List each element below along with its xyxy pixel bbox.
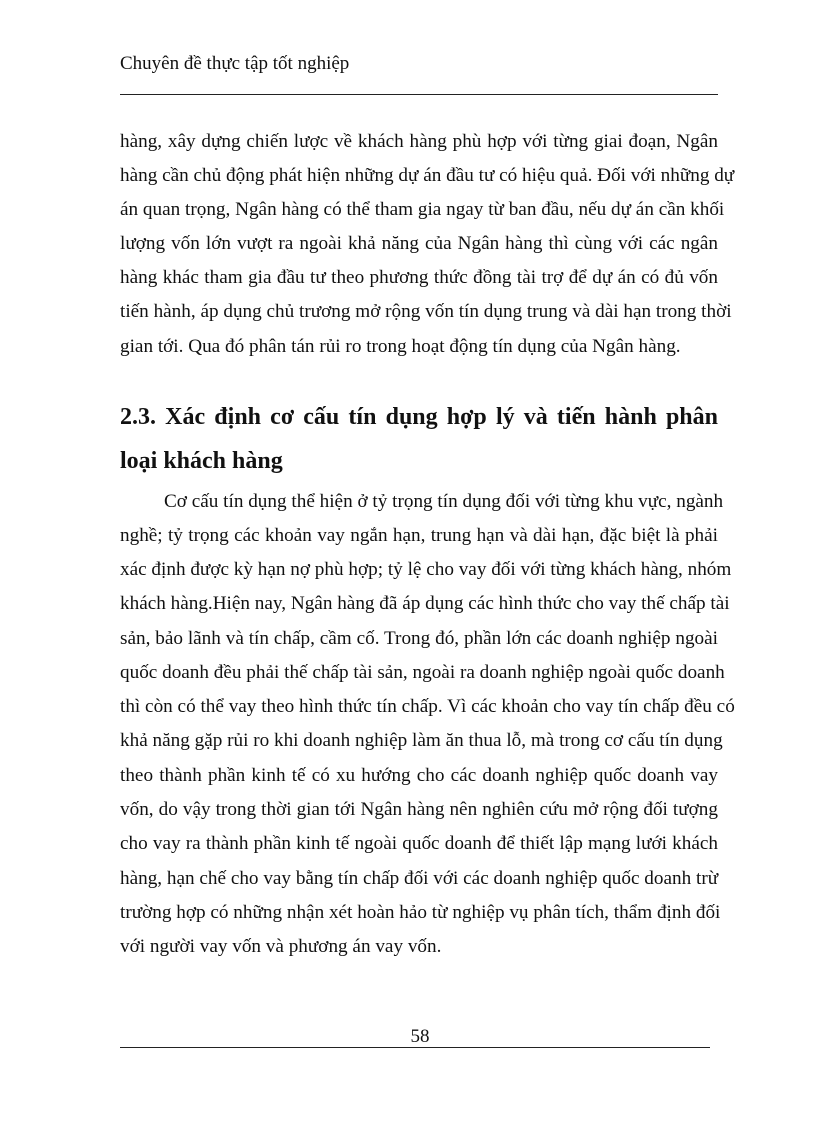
page-header-title: Chuyên đề thực tập tốt nghiệp — [120, 53, 350, 74]
text-line: vốn, do vậy trong thời gian tới Ngân hàng nên nghiên cứu mở rộng đối tượng — [120, 799, 718, 820]
text-line: thì còn có thể vay theo hình thức tín chấp. Vì các khoản cho vay tín chấp đều có — [120, 696, 735, 717]
header-rule — [120, 94, 718, 95]
footer-rule — [120, 1047, 710, 1048]
text-line: theo thành phần kinh tế có xu hướng cho các doanh nghiệp quốc doanh vay — [120, 765, 718, 786]
text-line: quốc doanh đều phải thế chấp tài sản, ngoài ra doanh nghiệp ngoài quốc doanh — [120, 662, 725, 683]
text-line: gian tới. Qua đó phân tán rủi ro trong hoạt động tín dụng của Ngân hàng. — [120, 336, 681, 357]
text-line: Cơ cấu tín dụng thể hiện ở tỷ trọng tín dụng đối với từng khu vực, ngành — [164, 491, 724, 512]
text-line: trường hợp có những nhận xét hoàn hảo từ nghiệp vụ phân tích, thẩm định đối — [120, 902, 721, 923]
text-line: hàng khác tham gia đầu tư theo phương thức đồng tài trợ để dự án có đủ vốn — [120, 267, 718, 288]
heading-line: loại khách hàng — [120, 448, 283, 474]
text-line: sản, bảo lãnh và tín chấp, cầm cố. Trong đó, phần lớn các doanh nghiệp ngoài — [120, 628, 718, 649]
text-line: khách hàng.Hiện nay, Ngân hàng đã áp dụng các hình thức cho vay thế chấp tài — [120, 593, 730, 614]
text-line: tiến hành, áp dụng chủ trương mở rộng vốn tín dụng trung và dài hạn trong thời — [120, 301, 732, 322]
text-line: hàng cần chủ động phát hiện những dự án đầu tư có hiệu quả. Đối với những dự — [120, 165, 735, 186]
text-line: lượng vốn lớn vượt ra ngoài khả năng của Ngân hàng thì cùng với các ngân — [120, 233, 718, 254]
text-line: khả năng gặp rủi ro khi doanh nghiệp làm ăn thua lỗ, mà trong cơ cấu tín dụng — [120, 730, 723, 751]
text-line: với người vay vốn và phương án vay vốn. — [120, 936, 442, 957]
heading-line: 2.3. Xác định cơ cấu tín dụng hợp lý và tiến hành phân — [120, 404, 718, 430]
text-line: án quan trọng, Ngân hàng có thể tham gia ngay từ ban đầu, nếu dự án cần khối — [120, 199, 725, 220]
page-number: 58 — [410, 1026, 430, 1047]
text-line: hàng, hạn chế cho vay bằng tín chấp đối với các doanh nghiệp quốc doanh trừ — [120, 868, 719, 889]
text-line: nghề; tỷ trọng các khoản vay ngắn hạn, trung hạn và dài hạn, đặc biệt là phải — [120, 525, 718, 546]
text-line: hàng, xây dựng chiến lược về khách hàng phù hợp với từng giai đoạn, Ngân — [120, 131, 718, 152]
text-line: cho vay ra thành phần kinh tế ngoài quốc doanh để thiết lập mạng lưới khách — [120, 833, 718, 854]
text-line: xác định được kỳ hạn nợ phù hợp; tỷ lệ cho vay đối với từng khách hàng, nhóm — [120, 559, 732, 580]
